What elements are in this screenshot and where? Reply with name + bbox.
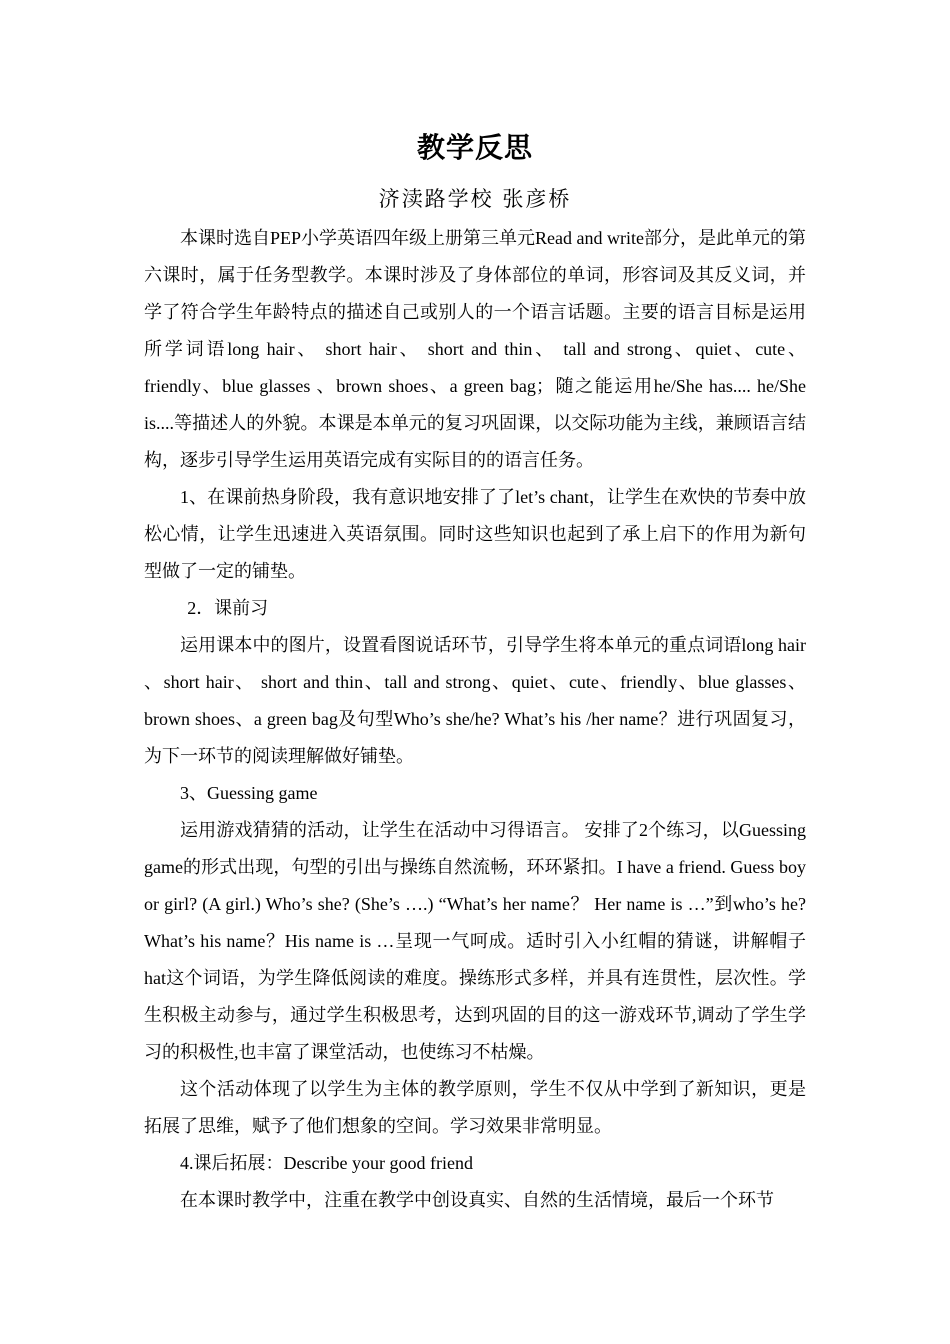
author-line: 济渎路学校 张彦桥 <box>378 187 572 211</box>
paragraph-activity-summary: 这个活动体现了以学生为主体的教学原则，学生不仅从中学到了新知识，更是拓展了思维，赋予了他们想象的空间。学习效果非常明显。 <box>144 1079 806 1136</box>
section-heading-preview: 2．课前习 <box>187 598 269 618</box>
section-heading-extension: 4.课后拓展：Describe your good friend <box>180 1153 473 1173</box>
paragraph-warmup: 1、在课前热身阶段，我有意识地安排了了let’s chant，让学生在欢快的节奏中放松心情，让学生迅速进入英语氛围。同时这些知识也起到了承上启下的作用为新句型做了一定的铺垫。 <box>144 487 806 581</box>
paragraph-intro: 本课时选自PEP小学英语四年级上册第三单元Read and write部分，是此单元的第六课时，属于任务型教学。本课时涉及了身体部位的单词，形容词及其反义词，并学了符合学生年龄特点的描述自己或别人的一个语言话题。主要的语言目标是运用所学词语long hair、 short hair、 short and thin、 tall and strong、quiet、cute、friendly、blue glasses 、brown shoes、a green bag；随之能运用he/She has.... he/She is....等描述人的外貌。本课是本单元的复习巩固课，以交际功能为主线，兼顾语言结构，逐步引导学生运用英语完成有实际目的的语言任务。 <box>144 228 806 470</box>
paragraph-guessing-game: 运用游戏猜猜的活动，让学生在活动中习得语言。 安排了2个练习，以Guessing game的形式出现，句型的引出与操练自然流畅，环环紧扣。I have a friend. Guess boy or girl? (A girl.) Who’s she? (She’s ….) “What’s her name？ Her name is …”到who’s he? What’s his name？His name is …呈现一气呵成。适时引入小红帽的猜谜，讲解帽子hat这个词语，为学生降低阅读的难度。操练形式多样，并具有连贯性，层次性。学生积极主动参与，通过学生积极思考，达到巩固的目的这一游戏环节,调动了学生学习的积极性,也丰富了课堂活动，也使练习不枯燥。 <box>144 820 806 1062</box>
paragraph-preview: 运用课本中的图片，设置看图说话环节，引导学生将本单元的重点词语long hair 、short hair、 short and thin、tall and strong、quiet、cute、friendly、blue glasses、brown shoes、a green bag及句型Who’s she/he? What’s his /her name？进行巩固复习，为下一环节的阅读理解做好铺垫。 <box>144 635 806 766</box>
page-title: 教学反思 <box>416 131 533 164</box>
section-heading-guessing-game: 3、Guessing game <box>180 783 318 803</box>
document-body <box>144 220 806 1219</box>
paragraph-extension: 在本课时教学中，注重在教学中创设真实、自然的生活情境，最后一个环节 <box>180 1190 774 1210</box>
